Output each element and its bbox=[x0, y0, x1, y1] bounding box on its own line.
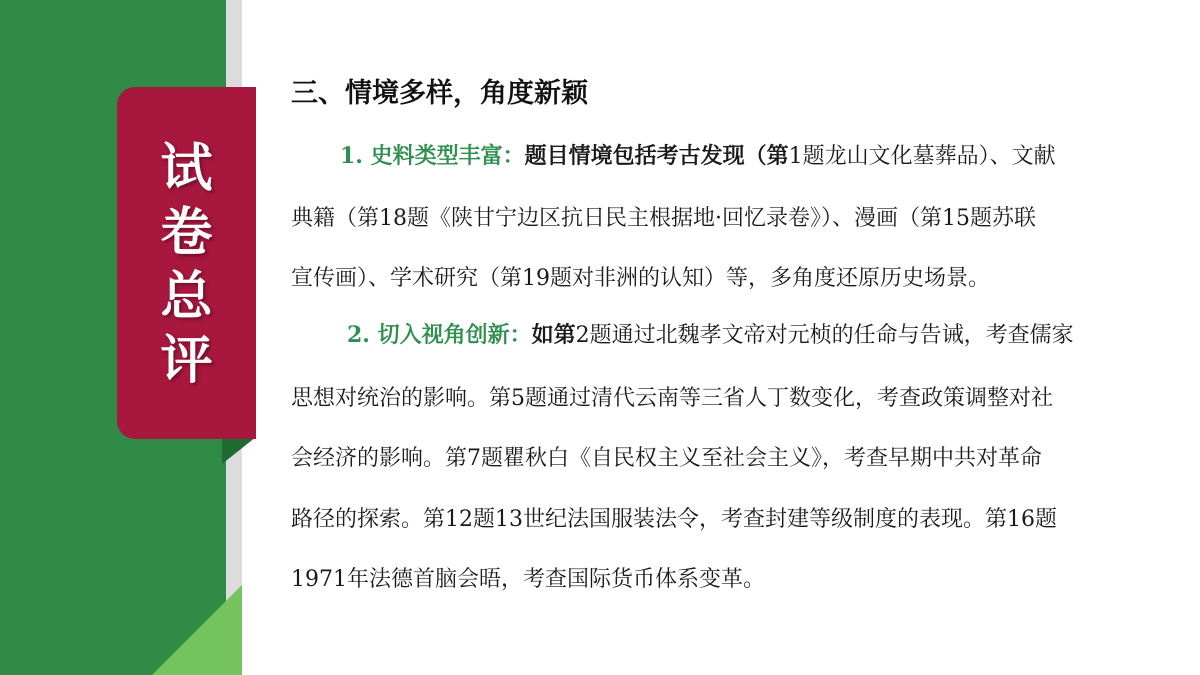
point-1-bold-intro: 题目情境包括考古发现（第 bbox=[524, 143, 789, 169]
point-1-line-2: 典籍（第18题《陕甘宁边区抗日民主根据地·回忆录卷》）、漫画（第15题苏联 bbox=[291, 206, 1036, 231]
section-title-tab bbox=[117, 87, 256, 439]
point-2-bold-intro: 如第 bbox=[531, 322, 576, 348]
point-2-line-4: 路径的探索。第12题13世纪法国服装法令，考查封建等级制度的表现。第16题 bbox=[291, 507, 1057, 532]
point-2-label: 2. 切入视角创新： bbox=[347, 322, 532, 348]
point-1-label: 1. 史料类型丰富： bbox=[340, 143, 525, 169]
point-2-line-3: 会经济的影响。第7题瞿秋白《自民权主义至社会主义》，考查早期中共对革命 bbox=[291, 446, 1042, 471]
point-2-line-5: 1971年法德首脑会晤，考查国际货币体系变革。 bbox=[291, 567, 765, 592]
page-heading: 三、情境多样，角度新颖 bbox=[291, 78, 588, 109]
point-2-line-2: 思想对统治的影响。第5题通过清代云南等三省人丁数变化，考查政策调整对社 bbox=[291, 386, 1053, 411]
tab-fold-decoration bbox=[222, 437, 256, 464]
point-1-line-3: 宣传画）、学术研究（第19题对非洲的认知）等，多角度还原历史场景。 bbox=[291, 266, 990, 291]
point-1-text: 1题龙山文化墓葬品）、文献 bbox=[788, 144, 1056, 169]
point-2-line-1 bbox=[347, 320, 1074, 351]
title-char-2: 卷 bbox=[160, 202, 213, 263]
title-char-4: 评 bbox=[160, 330, 213, 391]
point-2-text: 2题通过北魏孝文帝对元桢的任命与告诫，考查儒家 bbox=[575, 323, 1074, 348]
point-1-line-1 bbox=[340, 141, 1056, 172]
title-char-3: 总 bbox=[160, 266, 213, 327]
title-char-1: 试 bbox=[160, 138, 213, 199]
corner-decoration bbox=[152, 585, 242, 675]
